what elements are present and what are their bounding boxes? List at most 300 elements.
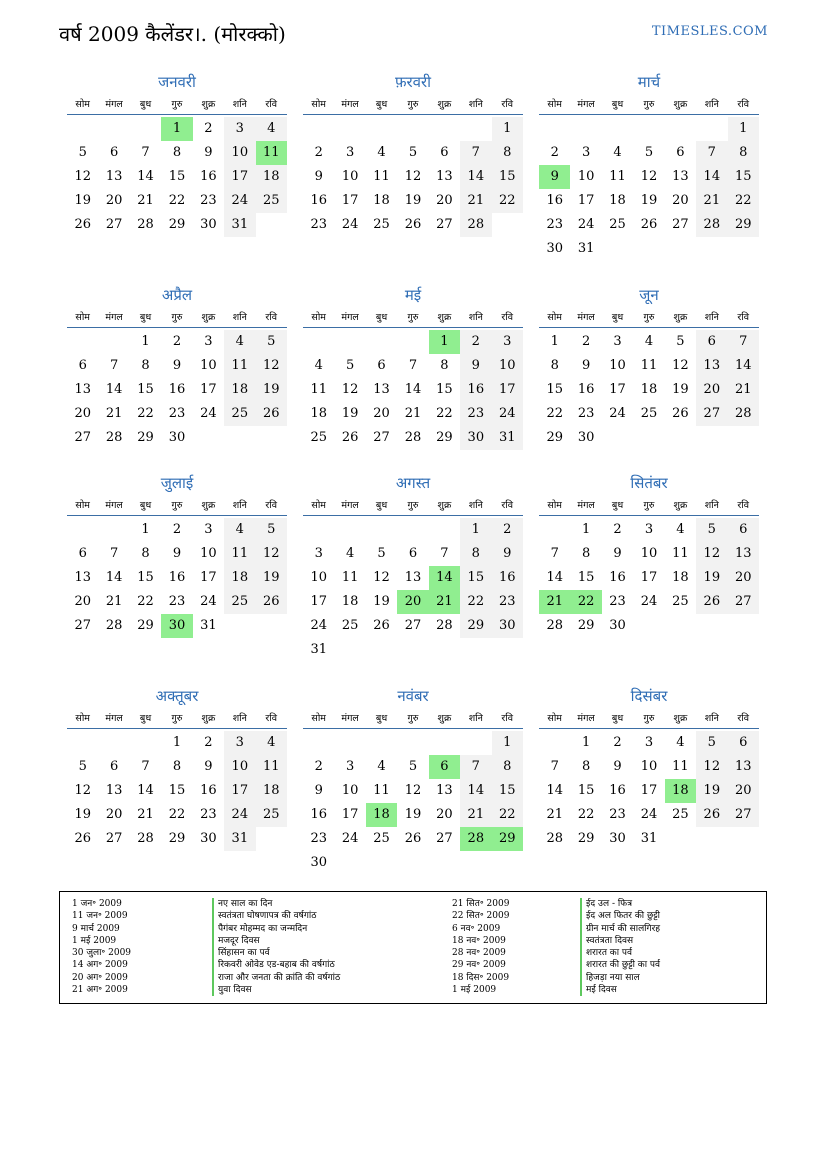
day-cell: 15 — [577, 783, 595, 798]
day-cell: 14 — [105, 570, 123, 585]
day-cell: 5 — [78, 145, 87, 160]
weekday-label: सोम — [311, 99, 326, 110]
holiday-day-cell: 21 — [429, 590, 460, 614]
day-cell: 19 — [256, 566, 287, 590]
weekday-header — [303, 306, 523, 328]
day-cell: 23 — [492, 590, 523, 614]
day-grid — [303, 731, 523, 875]
day-cell: 25 — [224, 590, 255, 614]
holiday-name: ईद अल फितर की छुट्टी — [580, 910, 660, 922]
day-cell: 26 — [696, 590, 727, 614]
day-cell: 31 — [492, 426, 523, 450]
holiday-day-cell: 20 — [397, 590, 428, 614]
weekday-label: रवि — [737, 99, 750, 110]
day-cell: 15 — [168, 169, 186, 184]
day-cell: 26 — [404, 217, 422, 232]
day-cell: 2 — [172, 522, 182, 537]
day-cell: 5 — [408, 759, 418, 774]
day-cell: 17 — [577, 193, 595, 208]
day-cell: 17 — [341, 193, 359, 208]
day-cell: 11 — [256, 755, 287, 779]
holiday-day-cell: 6 — [429, 755, 460, 779]
holiday-name: मई दिवस — [580, 984, 660, 996]
day-cell: 23 — [200, 807, 217, 822]
day-cell: 1 — [141, 334, 150, 349]
day-cell: 9 — [314, 783, 323, 798]
day-cell: 29 — [728, 213, 759, 237]
weekday-label: मंगल — [577, 312, 595, 323]
day-cell: 25 — [672, 807, 689, 822]
holiday-day-cell: 21 — [539, 590, 570, 614]
day-cell: 24 — [224, 803, 255, 827]
day-cell: 22 — [492, 803, 523, 827]
day-cell: 22 — [137, 594, 154, 609]
day-cell: 24 — [577, 217, 595, 232]
day-cell: 27 — [672, 217, 689, 232]
day-cell: 3 — [644, 522, 654, 537]
day-cell: 13 — [672, 169, 689, 184]
day-cell: 2 — [314, 759, 323, 774]
day-cell: 20 — [728, 779, 759, 803]
day-cell: 28 — [137, 831, 154, 846]
day-cell: 16 — [200, 169, 217, 184]
holiday-date: 1 मई 2009 — [452, 985, 497, 996]
weekday-label: शनि — [232, 713, 247, 724]
day-cell: 7 — [550, 546, 559, 561]
day-cell: 13 — [696, 354, 727, 378]
day-cell: 12 — [341, 382, 359, 397]
weekday-label: शनि — [232, 312, 247, 323]
weekday-label: मंगल — [341, 500, 359, 511]
day-cell: 7 — [550, 759, 559, 774]
day-cell: 18 — [640, 382, 658, 397]
weekday-label: मंगल — [105, 713, 123, 724]
weekday-label: शुक्र — [437, 312, 452, 323]
day-cell: 7 — [460, 755, 491, 779]
day-cell: 2 — [460, 330, 491, 354]
month-name: मई — [404, 286, 422, 304]
day-cell: 23 — [200, 193, 217, 208]
weekday-label: शुक्र — [673, 500, 688, 511]
weekday-label: सोम — [311, 312, 326, 323]
day-cell: 10 — [224, 141, 255, 165]
weekday-label: बुध — [139, 500, 152, 511]
day-cell: 7 — [141, 145, 150, 160]
day-cell: 14 — [137, 783, 154, 798]
day-cell: 4 — [256, 731, 287, 755]
day-cell: 3 — [314, 546, 323, 561]
day-cell: 17 — [492, 378, 523, 402]
day-cell: 28 — [546, 618, 563, 633]
day-cell: 8 — [728, 141, 759, 165]
day-cell: 19 — [696, 566, 727, 590]
day-cell: 20 — [105, 193, 123, 208]
day-cell: 13 — [436, 783, 453, 798]
day-cell: 9 — [172, 546, 182, 561]
day-cell: 17 — [224, 165, 255, 189]
day-cell: 21 — [696, 189, 727, 213]
empty-cell — [539, 117, 570, 141]
weekday-label: गुरु — [407, 99, 419, 110]
weekday-label: शुक्र — [201, 713, 216, 724]
day-cell: 20 — [436, 193, 453, 208]
day-cell: 3 — [204, 334, 213, 349]
day-cell: 16 — [577, 382, 595, 397]
day-cell: 31 — [640, 831, 658, 846]
day-cell: 3 — [345, 145, 355, 160]
weekday-label: शनि — [468, 312, 483, 323]
weekday-label: शनि — [704, 500, 719, 511]
weekday-header — [67, 93, 287, 115]
day-cell: 11 — [224, 542, 255, 566]
day-cell: 21 — [460, 189, 491, 213]
empty-cell — [303, 330, 334, 354]
day-cell: 5 — [644, 145, 654, 160]
day-cell: 23 — [310, 831, 327, 846]
weekday-label: शनि — [704, 99, 719, 110]
day-cell: 23 — [168, 406, 186, 421]
weekday-label: मंगल — [341, 99, 359, 110]
day-cell: 12 — [404, 169, 422, 184]
day-cell: 2 — [204, 735, 213, 750]
month-block — [303, 685, 523, 875]
day-cell: 13 — [74, 570, 91, 585]
weekday-label: बुध — [375, 312, 388, 323]
weekday-header — [303, 707, 523, 729]
empty-cell — [539, 731, 570, 755]
month-name: अगस्त — [395, 474, 431, 492]
day-cell: 31 — [224, 827, 255, 851]
empty-cell — [303, 731, 334, 755]
holiday-day-cell: 30 — [161, 614, 192, 638]
day-cell: 20 — [728, 566, 759, 590]
holiday-name: स्वतंत्रता दिवस — [580, 935, 660, 947]
weekday-label: शुक्र — [437, 500, 452, 511]
day-grid — [303, 117, 523, 237]
day-cell: 16 — [310, 807, 327, 822]
weekday-label: रवि — [501, 713, 514, 724]
weekday-header — [539, 707, 759, 729]
day-grid — [67, 731, 287, 851]
day-cell: 16 — [492, 566, 523, 590]
weekday-label: सोम — [75, 500, 90, 511]
day-grid — [539, 518, 759, 638]
day-cell: 15 — [492, 779, 523, 803]
day-cell: 24 — [200, 594, 217, 609]
day-cell: 10 — [200, 358, 217, 373]
day-cell: 6 — [696, 330, 727, 354]
month-block — [303, 71, 523, 237]
day-cell: 6 — [78, 358, 87, 373]
day-cell: 8 — [492, 755, 523, 779]
day-cell: 6 — [440, 145, 449, 160]
page-title: वर्ष 2009 कैलेंडर।. (मोरक्को) — [59, 22, 286, 46]
empty-cell — [67, 731, 98, 755]
day-cell: 23 — [168, 594, 186, 609]
empty-cell — [130, 731, 161, 755]
day-cell: 15 — [546, 382, 563, 397]
day-cell: 22 — [577, 807, 595, 822]
day-cell: 2 — [204, 121, 213, 136]
day-cell: 16 — [460, 378, 491, 402]
day-cell: 20 — [436, 807, 453, 822]
day-cell: 6 — [377, 358, 386, 373]
day-cell: 28 — [460, 213, 491, 237]
day-cell: 9 — [581, 358, 591, 373]
day-cell: 23 — [310, 217, 327, 232]
empty-cell — [98, 518, 129, 542]
day-cell: 16 — [200, 783, 217, 798]
weekday-label: गुरु — [643, 500, 655, 511]
day-cell: 20 — [696, 378, 727, 402]
holiday-name: शरारत का पर्व — [580, 947, 660, 959]
day-cell: 18 — [224, 566, 255, 590]
day-cell: 10 — [341, 169, 359, 184]
day-cell: 16 — [310, 193, 327, 208]
empty-cell — [460, 117, 491, 141]
day-cell: 29 — [137, 618, 154, 633]
day-cell: 11 — [609, 169, 626, 184]
day-cell: 9 — [314, 169, 323, 184]
day-cell: 14 — [546, 570, 563, 585]
day-cell: 8 — [172, 145, 182, 160]
day-cell: 13 — [74, 382, 91, 397]
day-cell: 20 — [105, 807, 123, 822]
day-cell: 27 — [728, 803, 759, 827]
day-cell: 29 — [460, 614, 491, 638]
holiday-date: 22 सित॰ 2009 — [452, 911, 510, 922]
day-cell: 27 — [74, 430, 91, 445]
empty-cell — [665, 117, 696, 141]
holiday-day-cell: 18 — [665, 779, 696, 803]
holiday-date: 1 मई 2009 — [72, 935, 117, 946]
day-cell: 14 — [460, 779, 491, 803]
weekday-label: सोम — [547, 99, 562, 110]
day-cell: 17 — [200, 570, 217, 585]
weekday-label: रवि — [737, 500, 750, 511]
day-cell: 22 — [168, 807, 186, 822]
weekday-label: बुध — [375, 99, 388, 110]
weekday-label: शनि — [468, 500, 483, 511]
day-cell: 4 — [256, 117, 287, 141]
weekday-label: मंगल — [105, 312, 123, 323]
day-cell: 19 — [74, 193, 91, 208]
weekday-label: मंगल — [577, 713, 595, 724]
day-cell: 26 — [672, 406, 689, 421]
day-cell: 1 — [460, 518, 491, 542]
day-cell: 22 — [460, 590, 491, 614]
day-cell: 27 — [696, 402, 727, 426]
weekday-label: शुक्र — [437, 713, 452, 724]
day-cell: 1 — [550, 334, 559, 349]
day-cell: 31 — [310, 642, 327, 657]
day-cell: 6 — [728, 731, 759, 755]
weekday-label: बुध — [375, 500, 388, 511]
empty-cell — [429, 731, 460, 755]
weekday-label: शुक्र — [201, 312, 216, 323]
day-cell: 16 — [609, 783, 626, 798]
day-cell: 5 — [676, 334, 685, 349]
site-brand[interactable]: TIMESLES.COM — [651, 24, 768, 39]
weekday-label: सोम — [75, 99, 90, 110]
day-cell: 8 — [581, 546, 591, 561]
month-block — [303, 472, 523, 662]
weekday-label: बुध — [611, 713, 624, 724]
day-cell: 22 — [436, 406, 453, 421]
day-cell: 26 — [256, 590, 287, 614]
day-cell: 23 — [546, 217, 563, 232]
day-cell: 21 — [460, 803, 491, 827]
weekday-label: सोम — [547, 500, 562, 511]
day-cell: 5 — [377, 546, 386, 561]
day-cell: 13 — [105, 169, 123, 184]
holiday-day-cell: 11 — [256, 141, 287, 165]
empty-cell — [98, 117, 129, 141]
weekday-label: रवि — [737, 713, 750, 724]
empty-cell — [696, 117, 727, 141]
day-cell: 27 — [105, 831, 123, 846]
weekday-header — [539, 494, 759, 516]
weekday-header — [539, 93, 759, 115]
weekday-label: मंगल — [105, 99, 123, 110]
holiday-day-cell: 28 — [460, 827, 491, 851]
day-cell: 11 — [341, 570, 359, 585]
empty-cell — [460, 731, 491, 755]
day-cell: 10 — [492, 354, 523, 378]
day-cell: 15 — [436, 382, 453, 397]
day-cell: 8 — [440, 358, 449, 373]
weekday-header — [303, 494, 523, 516]
month-name: सितंबर — [630, 474, 668, 492]
day-cell: 2 — [613, 735, 622, 750]
day-cell: 1 — [141, 522, 150, 537]
day-cell: 25 — [373, 831, 390, 846]
holiday-date: 14 अग॰ 2009 — [72, 960, 128, 971]
empty-cell — [334, 731, 365, 755]
day-cell: 7 — [696, 141, 727, 165]
holiday-day-cell: 14 — [429, 566, 460, 590]
day-cell: 29 — [577, 618, 595, 633]
day-cell: 7 — [460, 141, 491, 165]
day-cell: 13 — [373, 382, 390, 397]
day-cell: 30 — [546, 241, 563, 256]
day-cell: 19 — [74, 807, 91, 822]
holiday-name: नए साल का दिन — [212, 898, 340, 910]
weekday-label: शनि — [468, 713, 483, 724]
day-cell: 21 — [105, 594, 123, 609]
day-cell: 27 — [105, 217, 123, 232]
day-cell: 24 — [200, 406, 217, 421]
day-cell: 30 — [200, 831, 217, 846]
month-name: दिसंबर — [630, 687, 668, 705]
weekday-label: शुक्र — [673, 312, 688, 323]
holiday-date: 20 अग॰ 2009 — [72, 972, 128, 983]
day-cell: 7 — [109, 546, 119, 561]
day-cell: 12 — [696, 755, 727, 779]
day-cell: 13 — [728, 542, 759, 566]
day-cell: 26 — [640, 217, 658, 232]
weekday-header — [67, 494, 287, 516]
month-block — [303, 284, 523, 450]
weekday-label: गुरु — [171, 713, 183, 724]
weekday-label: बुध — [611, 500, 624, 511]
day-cell: 8 — [172, 759, 182, 774]
weekday-label: शनि — [232, 500, 247, 511]
empty-cell — [98, 330, 129, 354]
day-cell: 12 — [74, 169, 91, 184]
day-cell: 30 — [460, 426, 491, 450]
day-cell: 4 — [644, 334, 654, 349]
holiday-date: 29 नव॰ 2009 — [452, 960, 506, 971]
weekday-label: गुरु — [643, 312, 655, 323]
day-cell: 17 — [341, 807, 359, 822]
empty-cell — [397, 731, 428, 755]
day-cell: 27 — [436, 831, 453, 846]
day-cell: 25 — [341, 618, 359, 633]
day-cell: 21 — [137, 193, 154, 208]
day-cell: 30 — [577, 430, 595, 445]
day-cell: 17 — [310, 594, 327, 609]
day-cell: 5 — [696, 518, 727, 542]
day-cell: 6 — [109, 759, 119, 774]
day-cell: 28 — [404, 430, 422, 445]
month-block — [67, 71, 287, 237]
day-cell: 4 — [676, 735, 685, 750]
day-cell: 6 — [676, 145, 685, 160]
weekday-label: मंगल — [577, 99, 595, 110]
day-cell: 28 — [105, 430, 123, 445]
holiday-day-cell: 22 — [570, 590, 601, 614]
day-cell: 13 — [728, 755, 759, 779]
weekday-label: गुरु — [171, 312, 183, 323]
holiday-date: 6 नव॰ 2009 — [452, 923, 501, 934]
day-cell: 7 — [141, 759, 150, 774]
weekday-label: बुध — [611, 99, 624, 110]
day-cell: 24 — [640, 594, 658, 609]
day-cell: 9 — [492, 542, 523, 566]
day-cell: 16 — [168, 570, 186, 585]
day-cell: 29 — [168, 831, 186, 846]
day-cell: 26 — [256, 402, 287, 426]
day-cell: 4 — [377, 759, 386, 774]
day-cell: 12 — [404, 783, 422, 798]
holiday-name: राजा और जनता की क्रांति की वर्षगांठ — [212, 972, 340, 984]
day-cell: 5 — [696, 731, 727, 755]
day-cell: 2 — [581, 334, 591, 349]
day-cell: 21 — [105, 406, 123, 421]
day-cell: 3 — [492, 330, 523, 354]
weekday-label: सोम — [75, 713, 90, 724]
day-cell: 31 — [577, 241, 595, 256]
day-cell: 22 — [728, 189, 759, 213]
empty-cell — [366, 117, 397, 141]
day-cell: 11 — [224, 354, 255, 378]
weekday-label: गुरु — [171, 99, 183, 110]
day-cell: 12 — [256, 542, 287, 566]
day-cell: 24 — [492, 402, 523, 426]
weekday-label: गुरु — [643, 99, 655, 110]
day-cell: 23 — [609, 807, 626, 822]
day-cell: 10 — [341, 783, 359, 798]
weekday-label: रवि — [737, 312, 750, 323]
month-name: मार्च — [637, 73, 661, 91]
weekday-label: बुध — [375, 713, 388, 724]
weekday-label: शुक्र — [673, 99, 688, 110]
day-cell: 5 — [78, 759, 87, 774]
weekday-label: मंगल — [341, 312, 359, 323]
day-cell: 3 — [345, 759, 355, 774]
holiday-name: रिकवरी ओवेड एड-बहाब की वर्षगांठ — [212, 959, 340, 971]
